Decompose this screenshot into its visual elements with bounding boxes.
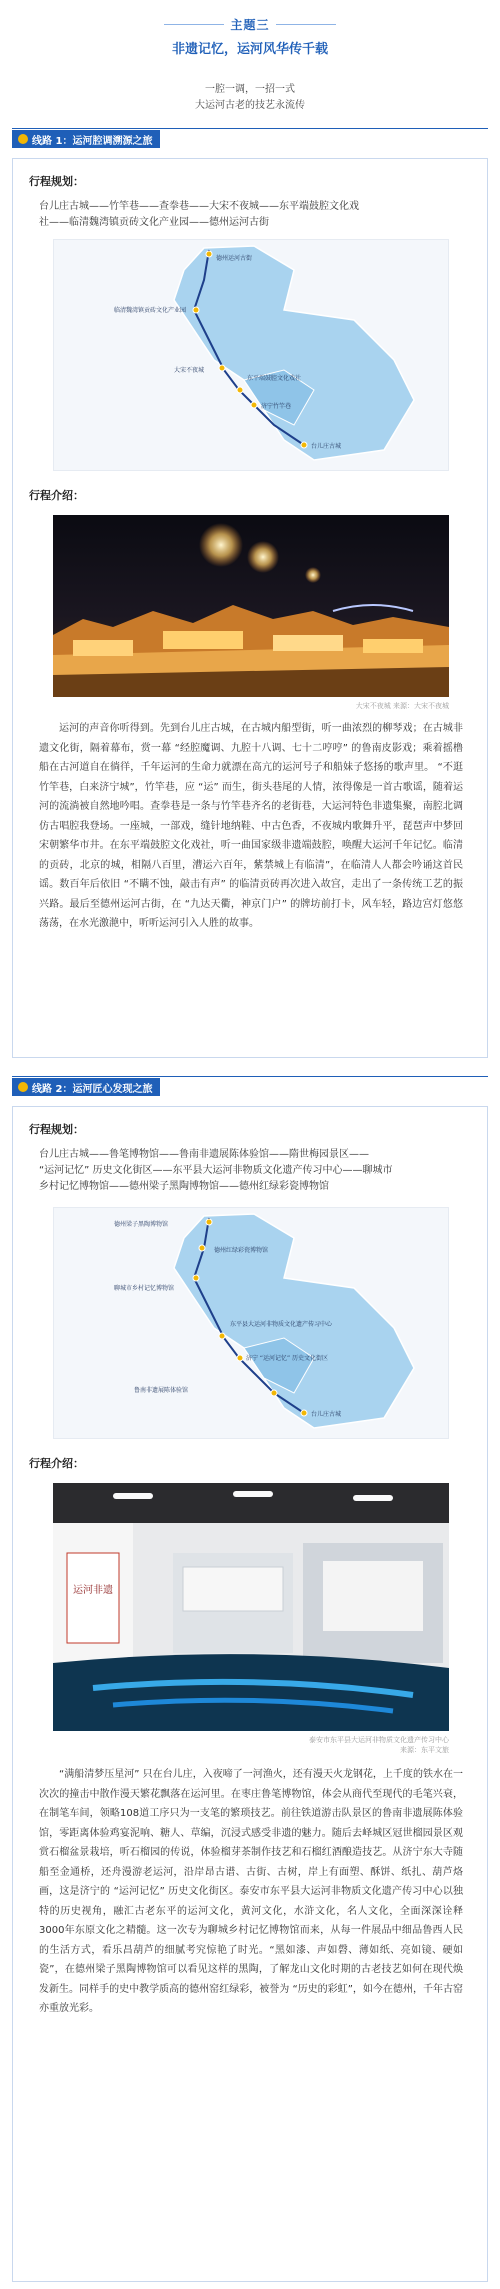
route-1-photo <box>53 515 449 697</box>
route-1-map-graphic <box>54 240 450 472</box>
map-marker <box>219 365 225 371</box>
photo-caption: 来源：东平文旅 <box>400 1746 449 1754</box>
night-city-image <box>53 515 449 697</box>
map-label: 德州梁子黑陶博物馆 <box>114 1221 169 1228</box>
map-marker <box>206 251 212 257</box>
article-header <box>0 0 500 118</box>
province-shape <box>174 246 414 460</box>
map-label: 临清魏湾镇贡砖文化产业园 <box>114 307 187 314</box>
map-label: 德州运河古街 <box>216 255 253 262</box>
photo-caption: 大宋不夜城 来源：大宋不夜城 <box>355 702 449 710</box>
route-2-photo <box>53 1483 449 1731</box>
route-1-tag <box>12 130 160 148</box>
plan-title: 行程规划： <box>29 1123 84 1136</box>
map-label: 德州红绿彩瓷博物馆 <box>214 1247 269 1254</box>
subtitle-line: 一腔一调，一招一式 <box>205 83 295 95</box>
plan-title: 行程规划： <box>29 175 84 188</box>
route-2-map-graphic <box>54 1208 450 1440</box>
theme-label-text: 主题三 <box>230 18 270 32</box>
map-label: 鲁南非遗展陈体验馆 <box>134 1387 189 1394</box>
route-2-tag <box>12 1078 160 1096</box>
plan-text: 台儿庄古城——竹竿巷——查拳巷——大宋不夜城——东平端鼓腔文化戏 <box>39 201 359 212</box>
route-1-card <box>12 158 488 1058</box>
map-marker <box>301 442 307 448</box>
intro-title: 行程介绍： <box>29 1457 84 1470</box>
map-label: 东平县大运河非物质文化遗产传习中心 <box>230 1321 333 1328</box>
route-1-map <box>53 239 449 471</box>
photo-sign-text: 运河非遗 <box>73 1585 113 1596</box>
plan-text: 乡村记忆博物馆——德州梁子黑陶博物馆——德州红绿彩瓷博物馆 <box>39 1181 329 1192</box>
divider <box>276 24 336 25</box>
map-label: 台儿庄古城 <box>311 443 342 450</box>
route-2-tag-text: 线路 2：运河匠心发现之旅 <box>32 1083 153 1095</box>
map-marker <box>301 1410 307 1416</box>
map-label: 台儿庄古城 <box>311 1411 342 1418</box>
exhibition-hall-image <box>53 1483 449 1731</box>
route-marker-icon <box>18 134 28 144</box>
photo-caption: 泰安市东平县大运河非物质文化遗产传习中心 <box>309 1736 449 1744</box>
map-label: 大宋不夜城 <box>174 367 205 374</box>
route-2-header <box>12 1076 488 1096</box>
map-marker <box>237 387 243 393</box>
map-marker <box>193 1275 199 1281</box>
route-2-card <box>12 1106 488 2282</box>
route-1-header <box>12 128 488 148</box>
route-marker-icon <box>18 1082 28 1092</box>
map-marker <box>251 402 257 408</box>
route-1-paragraph: 运河的声音你听得到。先到台儿庄古城，在古城内船型街，听一曲浓烈的柳琴戏；在古城非遗文化街，隔着幕布，赏一幕 “经腔魔调、九腔十八调、七十二哼哼” 的鲁南皮影戏；乘着摇橹船在古河道自在徜徉，千年运河的生命力就漂在高亢的运河号子和船妹子悠扬的歌声里。 “不逛竹竿巷，白来济宁城”，竹竿巷，应 “运” 而生，街头巷尾的人情，浓得像是一首古歌谣，随着运河的流淌被自然地吟唱。查拳巷是一条与竹竿巷齐名的老街巷，大运河特色非遗集聚，南腔北调仿古唱腔我登场。一座城，一部戏，缝针地纳鞋、中古色香，不夜城内歌舞升平，琵琶声中梦回宋朝繁华市井。在东平端鼓腔文化戏社，听一曲国家级非遗端鼓腔，唤醒大运河千年记忆。临清的贡砖，北京的城，相隔八百里，漕运六百年，紫禁城上有临清”，在临清人人都会吟诵这首民谣。数百年后依旧 “不瞒不蚀，敲击有声” 的临清贡砖再次进入故宫，走出了一条传统工艺的振兴路。最后至德州运河古街，在 “九达天衢，神京门户” 的牌坊前打卡，风车轻，路边宫灯悠悠荡荡，在水光激滟中，听听运河引入人胜的故事。 <box>39 723 463 929</box>
intro-title: 行程介绍： <box>29 489 84 502</box>
map-marker <box>206 1219 212 1225</box>
map-marker <box>193 307 199 313</box>
route-2-paragraph: “满船清梦压星河” 只在台儿庄，入夜啼了一河渔火，还有漫天火龙钢花，上千度的铁水在一次次的撞击中散作漫天繁花飘落在运河里。在枣庄鲁笔博物馆，体会从商代至现代的毛笔兴衰，在制笔车间，领略108道工序只为一支笔的繁琐技艺。前往铁道游击队景区的鲁南非遗展陈体验馆，零距离体验鸡宴泥响、糖人、草编，沉浸式感受非遗的魅力。随后去峄城区冠世榴园景区观赏石榴盆景栽培，听石榴园的传说，体验榴芽茶制作技艺和石榴红酒酿造技艺。从济宁东大寺随船至金通桥，还舟漫游老运河，沿岸昂古谱、古街、古树，岸上有面塑、酥饼、纸扎、葫芦烙画，这是济宁的 “运河记忆” 历史文化街区。泰安市东平县大运河非物质文化遗产传习中心以独特的历史视角，融汇古老东平的运河文化，黄河文化，水浒文化，名人文化，全面深深诠释3000年东原文化之精髓。这一次专为聊城乡村记忆博物馆而来，从每一件展品中细品鲁西人民的生活方式，看乐昌葫芦的细腻考究惊艳了时光。“黑如漆、声如磬、薄如纸、亮如镜、硬如瓷”，在德州梁子黑陶博物馆可以看见这样的黑陶，了解龙山文化时期的古老技艺如何在现代焕发新生。同样手的史中教学质高的德州窑红绿彩，被誉为 “历史的彩虹”，如今在德州，千年古窑亦重放光彩。 <box>39 1769 463 2014</box>
subtitle-block <box>0 82 500 118</box>
plan-text: 社——临清魏湾镇贡砖文化产业园——德州运河古街 <box>39 217 269 228</box>
map-label: 聊城市乡村记忆博物馆 <box>114 1285 175 1292</box>
route-1-tag-text: 线路 1：运河腔调溯源之旅 <box>32 135 153 147</box>
theme-label <box>164 16 335 34</box>
map-label: 东平端鼓腔文化戏社 <box>247 375 302 382</box>
divider <box>164 24 224 25</box>
map-marker <box>199 1245 205 1251</box>
map-marker <box>271 1390 277 1396</box>
plan-text: “运河记忆” 历史文化街区——东平县大运河非物质文化遗产传习中心——聊城市 <box>39 1165 393 1176</box>
subtitle-line: 大运河古老的技艺永流传 <box>195 99 305 111</box>
route-2-map <box>53 1207 449 1439</box>
map-marker <box>237 1355 243 1361</box>
main-title: 非遗记忆，运河风华传千载 <box>171 41 328 57</box>
map-marker <box>219 1333 225 1339</box>
plan-text: 台儿庄古城——鲁笔博物馆——鲁南非遗展陈体验馆——隋世梅园景区—— <box>39 1149 369 1160</box>
map-label: 济宁 “运河记忆” 历史文化街区 <box>246 1355 329 1362</box>
map-label: 济宁竹竿巷 <box>261 403 292 410</box>
